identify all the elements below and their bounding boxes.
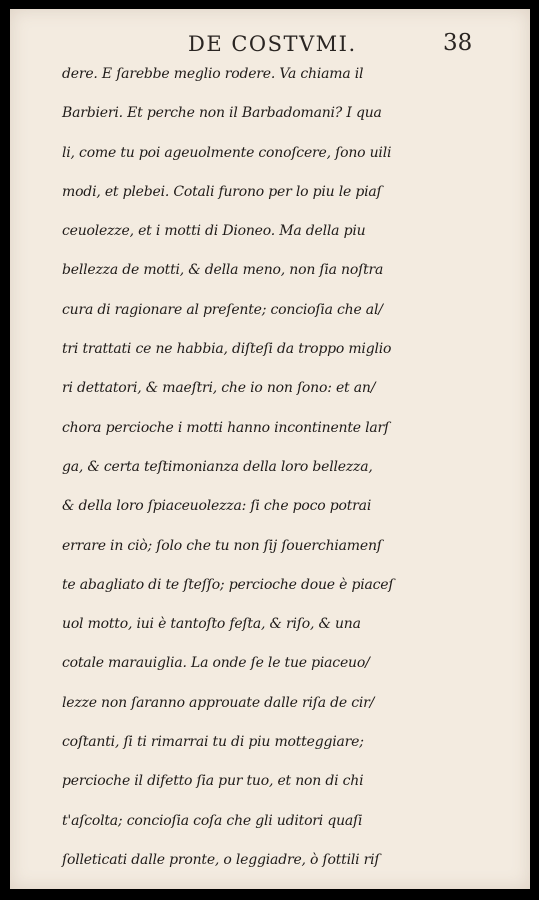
text-line: ſolleticati dalle pronte, o leggiadre, ò ſottili riſ bbox=[62, 851, 380, 868]
text-line: t'aſcolta; concioſia coſa che gli uditori quaſi bbox=[62, 812, 363, 829]
text-line: coſtanti, ſi ti rimarrai tu di piu motteggiare; bbox=[62, 734, 364, 751]
text-line: te abagliato di te ſteſſo; percioche doue è piaceſ bbox=[62, 576, 394, 593]
text-line: lezze non ſaranno approuate dalle riſa de cir/ bbox=[62, 694, 375, 711]
text-line: tri trattati ce ne habbia, diſteſi da troppo miglio bbox=[62, 341, 392, 358]
text-line: chora percioche i motti hanno incontinente larſ bbox=[62, 419, 390, 436]
body-text bbox=[62, 55, 522, 880]
text-line: cotale marauiglia. La onde ſe le tue piaceuo/ bbox=[62, 655, 370, 672]
text-line: errare in ciò; ſolo che tu non ſij ſouerchiamenſ bbox=[62, 537, 382, 554]
text-line: & della loro ſpiaceuolezza: ſi che poco potrai bbox=[62, 498, 372, 515]
text-line: dere. E ſarebbe meglio rodere. Va chiama il bbox=[62, 66, 364, 82]
page-number: 38 bbox=[443, 30, 473, 56]
book-page bbox=[10, 9, 530, 889]
text-line: percioche il difetto ſia pur tuo, et non di chi bbox=[62, 773, 364, 790]
text-line: uol motto, iui è tantoſto feſta, & riſo, & una bbox=[62, 616, 361, 633]
text-line: ri dettatori, & maeſtri, che io non ſono: et an/ bbox=[62, 380, 376, 397]
text-line: Barbieri. Et perche non il Barbadomani? I qua bbox=[62, 105, 382, 122]
running-head bbox=[10, 30, 530, 58]
text-line: li, come tu poi ageuolmente conoſcere, ſono uili bbox=[62, 144, 392, 161]
text-line: ga, & certa teſtimonianza della loro bellezza, bbox=[62, 458, 373, 475]
running-head-title: DE COSTVMI. bbox=[188, 32, 357, 56]
text-line: bellezza de motti, & della meno, non ſia noſtra bbox=[62, 262, 384, 279]
text-line: ceuolezze, et i motti di Dioneo. Ma della piu bbox=[62, 223, 366, 240]
text-line: cura di ragionare al preſente; concioſia che al/ bbox=[62, 301, 383, 318]
text-line: modi, et plebei. Cotali furono per lo piu le piaſ bbox=[62, 183, 382, 200]
